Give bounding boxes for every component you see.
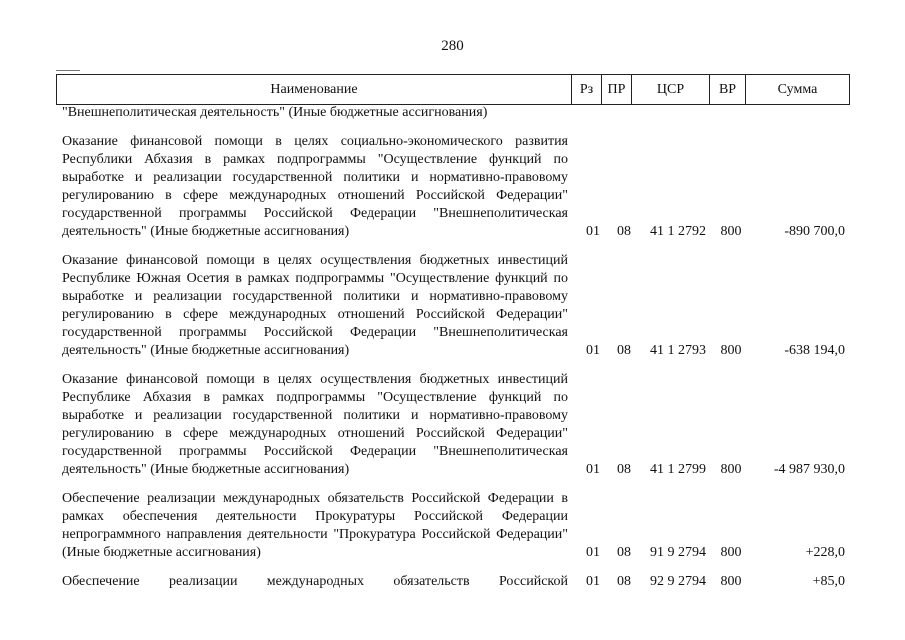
row-rz: 01	[586, 224, 600, 239]
header-vr: ВР	[710, 75, 746, 105]
header-rule	[56, 70, 80, 71]
row-pr: 08	[617, 343, 631, 358]
row-csr: 92 9 2794	[650, 574, 706, 589]
page-number: 280	[441, 38, 464, 54]
row-csr: 41 1 2793	[650, 343, 706, 358]
header-pr: ПР	[602, 75, 632, 105]
row-name: "Внешнеполитическая деятельность" (Иные бюджетные ассигнования)	[62, 105, 488, 120]
row-csr: 41 1 2799	[650, 462, 706, 477]
row-vr: 800	[720, 224, 742, 239]
table-row	[62, 104, 852, 122]
row-vr: 800	[720, 462, 742, 477]
row-sum: -4 987 930,0	[773, 462, 845, 477]
header-row	[57, 75, 850, 105]
row-vr: 800	[720, 574, 742, 589]
header-name: Наименование	[57, 75, 572, 105]
row-name: Обеспечение реализации международных обязательств Российской	[62, 574, 568, 589]
table-body	[62, 104, 852, 591]
row-pr: 08	[617, 462, 631, 477]
row-pr: 08	[617, 574, 631, 589]
row-vr: 800	[720, 343, 742, 358]
header-csr: ЦСР	[632, 75, 710, 105]
row-vr: 800	[720, 545, 742, 560]
row-sum: -890 700,0	[784, 224, 845, 239]
row-sum: -638 194,0	[784, 343, 845, 358]
row-name: Обеспечение реализации международных обязательств Российской Федерации в рамках обеспечения деятельности Прокуратуры Российской Федерации непрограммного направления деятельности "Прокуратура Российской Федерации" (Иные бюджетные ассигнования)	[62, 491, 568, 560]
row-sum: +85,0	[812, 574, 845, 589]
row-rz: 01	[586, 574, 600, 589]
header-rz: Рз	[572, 75, 602, 105]
row-csr: 91 9 2794	[650, 545, 706, 560]
row-pr: 08	[617, 545, 631, 560]
row-rz: 01	[586, 343, 600, 358]
table-header	[56, 74, 850, 105]
row-rz: 01	[586, 545, 600, 560]
row-name: Оказание финансовой помощи в целях осуществления бюджетных инвестиций Республике Южная Осетия в рамках подпрограммы "Осуществление функций по выработке и реализации государственной политики и нормативно-правовому регулированию в сфере международных отношений Российской Федерации" государственной программы Российской Федерации "Внешнеполитическая деятельность" (Иные бюджетные ассигнования)	[62, 253, 568, 358]
table-row	[62, 371, 852, 479]
row-rz: 01	[586, 462, 600, 477]
table-row	[62, 490, 852, 562]
table-row	[62, 133, 852, 241]
table-row	[62, 252, 852, 360]
table-row	[62, 573, 852, 591]
row-sum: +228,0	[805, 545, 845, 560]
row-name: Оказание финансовой помощи в целях осуществления бюджетных инвестиций Республике Абхазия в рамках подпрограммы "Осуществление функций по выработке и реализации государственной политики и нормативно-правовому регулированию в сфере международных отношений Российской Федерации" государственной программы Российской Федерации "Внешнеполитическая деятельность" (Иные бюджетные ассигнования)	[62, 372, 568, 477]
row-csr: 41 1 2792	[650, 224, 706, 239]
header-sum: Сумма	[746, 75, 850, 105]
row-name: Оказание финансовой помощи в целях социально-экономического развития Республики Абхазия в рамках подпрограммы "Осуществление функций по выработке и реализации государственной политики и нормативно-правовому регулированию в сфере международных отношений Российской Федерации" государственной программы Российской Федерации "Внешнеполитическая деятельность" (Иные бюджетные ассигнования)	[62, 134, 568, 239]
row-pr: 08	[617, 224, 631, 239]
